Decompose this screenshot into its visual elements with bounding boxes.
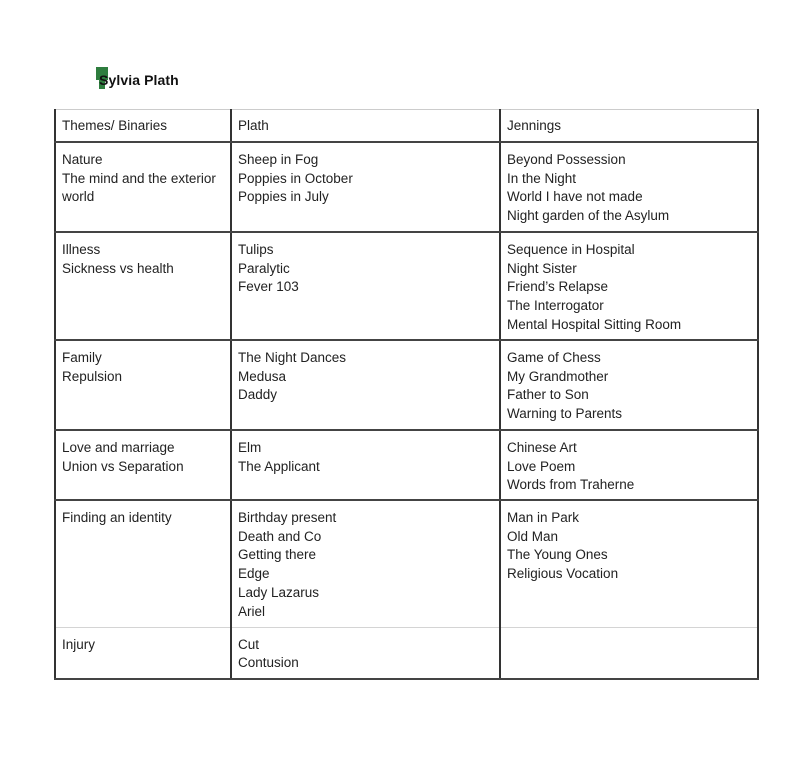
poem-title: Friend’s Relapse <box>507 279 609 295</box>
theme-text: Illness <box>62 242 101 257</box>
theme-text: Sickness vs health <box>62 260 174 276</box>
poem-title: Sheep in Fog <box>238 152 319 167</box>
poem-title: Warning to Parents <box>507 406 623 422</box>
poem-title: Man in Park <box>507 510 580 525</box>
poem-title: The Applicant <box>238 458 320 474</box>
themes-table <box>54 109 759 680</box>
theme-text: Love and marriage <box>62 440 175 455</box>
poem-title: Chinese Art <box>507 440 577 455</box>
poem-title: My Grandmother <box>507 368 609 384</box>
poem-title: Game of Chess <box>507 350 601 365</box>
poem-title: World I have not made <box>507 189 643 205</box>
plath-cell <box>231 430 500 500</box>
theme-text: Finding an identity <box>62 510 172 525</box>
themes-cell <box>55 232 231 340</box>
poem-title: Lady Lazarus <box>238 584 320 600</box>
poem-title: Ariel <box>238 603 266 619</box>
themes-cell <box>55 500 231 627</box>
themes-cell <box>55 627 231 679</box>
themes-cell <box>55 430 231 500</box>
poem-title: The Interrogator <box>507 298 604 314</box>
table-row <box>55 627 758 679</box>
poem-title: Contusion <box>238 655 299 671</box>
jennings-cell <box>500 430 758 500</box>
theme-text: Family <box>62 350 102 365</box>
poem-title: Cut <box>238 636 260 652</box>
jennings-cell <box>500 627 758 679</box>
plath-cell <box>231 500 500 627</box>
poem-title: Elm <box>238 440 262 455</box>
poem-title: Birthday present <box>238 510 337 525</box>
poem-title: Getting there <box>238 547 317 563</box>
poem-title: Old Man <box>507 528 559 544</box>
themes-cell <box>55 142 231 232</box>
poem-title: Poppies in October <box>238 170 353 186</box>
poem-title: Medusa <box>238 368 287 384</box>
poem-title: Paralytic <box>238 260 290 276</box>
jennings-cell <box>500 142 758 232</box>
poem-title: Daddy <box>238 387 278 403</box>
plath-cell <box>231 627 500 679</box>
poem-title: Love Poem <box>507 458 576 474</box>
jennings-cell <box>500 340 758 430</box>
table-row <box>55 142 758 232</box>
header-themes: Themes/ Binaries <box>55 110 231 143</box>
jennings-cell <box>500 232 758 340</box>
plath-cell <box>231 142 500 232</box>
poem-title: Poppies in July <box>238 189 329 205</box>
header-jennings: Jennings <box>500 110 758 143</box>
theme-text: The mind and the exterior world <box>62 170 216 205</box>
poem-title: Beyond Possession <box>507 152 626 167</box>
poem-title: Night garden of the Asylum <box>507 208 670 224</box>
poem-title: Fever 103 <box>238 279 299 295</box>
poem-title: Sequence in Hospital <box>507 242 635 257</box>
poem-title: Father to Son <box>507 387 589 403</box>
theme-text: Repulsion <box>62 368 123 384</box>
poem-title: Religious Vocation <box>507 566 619 582</box>
table-row <box>55 430 758 500</box>
plath-cell <box>231 232 500 340</box>
jennings-cell <box>500 500 758 627</box>
poem-title: Edge <box>238 566 270 582</box>
plath-cell <box>231 340 500 430</box>
poem-title: Words from Traherne <box>507 477 635 493</box>
poem-title: The Young Ones <box>507 547 608 563</box>
header-plath: Plath <box>231 110 500 143</box>
poem-title: Tulips <box>238 242 274 257</box>
themes-cell <box>55 340 231 430</box>
poem-title: Mental Hospital Sitting Room <box>507 316 682 332</box>
table-row <box>55 232 758 340</box>
table-row <box>55 340 758 430</box>
poem-title: The Night Dances <box>238 350 347 365</box>
theme-text: Injury <box>62 636 96 652</box>
poem-title: In the Night <box>507 170 577 186</box>
page-title: Sylvia Plath <box>99 72 179 88</box>
poem-title: Death and Co <box>238 528 322 544</box>
table-header-row <box>55 110 758 143</box>
theme-text: Union vs Separation <box>62 458 184 474</box>
theme-text: Nature <box>62 152 103 167</box>
table-row <box>55 500 758 627</box>
poem-title: Night Sister <box>507 260 577 276</box>
